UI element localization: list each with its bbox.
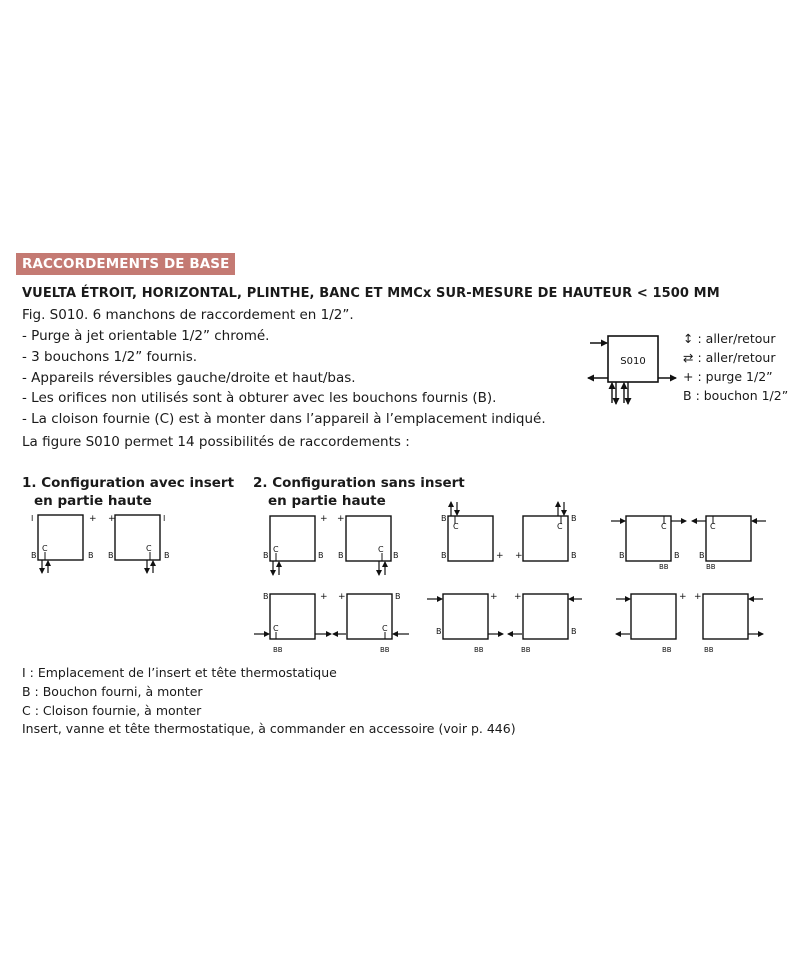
diagram-label: C — [382, 624, 388, 633]
diagram-label: BB — [273, 646, 283, 654]
diagram-label: + — [108, 514, 116, 524]
diagram-label: B — [571, 551, 577, 560]
diagram-label: I — [163, 514, 166, 523]
diagram-label: + — [515, 551, 523, 561]
diagram-label: B — [318, 551, 324, 560]
diagram-label: + — [320, 514, 328, 524]
intro-summary: La figure S010 permet 14 possibilités de raccordements : — [22, 434, 410, 450]
diagram-label: C — [710, 522, 716, 531]
diagram-label: BB — [380, 646, 390, 654]
legend-item: ↕ : aller/retour — [683, 331, 776, 346]
diagram-label: B — [699, 551, 705, 560]
s010-figure — [580, 330, 680, 410]
diagram-label: B — [263, 592, 269, 601]
radiator-box — [631, 594, 676, 639]
diagram-label: C — [378, 545, 384, 554]
diagram-label: B — [164, 551, 170, 560]
diagram-label: C — [557, 522, 563, 531]
diagram-label: + — [679, 592, 687, 602]
diagram-label: B — [263, 551, 269, 560]
diagram-label: C — [661, 522, 667, 531]
footnote: C : Cloison fournie, à monter — [22, 703, 202, 718]
diagram-label: B — [436, 627, 442, 636]
diagram-label: + — [496, 551, 504, 561]
s010-label: S010 — [620, 356, 646, 367]
intro-item: - Appareils réversibles gauche/droite et haut/bas. — [22, 370, 356, 386]
diagram-label: B — [31, 551, 37, 560]
diagram-label: B — [619, 551, 625, 560]
plus-icon: + — [683, 369, 694, 384]
diagram-label: + — [490, 592, 498, 602]
diagram-label: + — [337, 514, 345, 524]
diagram-label: B — [441, 514, 447, 523]
diagram-label: I — [31, 514, 34, 523]
diagram-label: + — [694, 592, 702, 602]
diagram-label: C — [42, 544, 48, 553]
diagram-label: C — [146, 544, 152, 553]
product-title: VUELTA ÉTROIT, HORIZONTAL, PLINTHE, BANC ET MMCx SUR-MESURE DE HAUTEUR < 1500 MM — [22, 286, 720, 301]
diagram-label: + — [338, 592, 346, 602]
diagram-label: B — [88, 551, 94, 560]
diagram-label: B — [571, 627, 577, 636]
diagram-label: BB — [521, 646, 531, 654]
legend-item: B : bouchon 1/2” — [683, 388, 789, 403]
diagram-label: C — [453, 522, 459, 531]
fig-caption: Fig. S010. 6 manchons de raccordement en 1/2”. — [22, 307, 354, 323]
radiator-box — [270, 516, 315, 561]
diagram-label: + — [89, 514, 97, 524]
diagram-label: BB — [659, 563, 669, 571]
footnote: B : Bouchon fourni, à monter — [22, 684, 203, 699]
diagram-label: BB — [706, 563, 716, 571]
legend-item: + : purge 1/2” — [683, 369, 773, 384]
diagram-label: B — [393, 551, 399, 560]
diagram-label: C — [273, 545, 279, 554]
radiator-box — [115, 515, 160, 560]
config1-heading: 1. Configuration avec insert en partie haute — [22, 475, 235, 509]
diagram-label: BB — [474, 646, 484, 654]
diagram-label: B — [441, 551, 447, 560]
intro-item: - 3 bouchons 1/2” fournis. — [22, 349, 198, 365]
intro-item: - La cloison fournie (C) est à monter dans l’appareil à l’emplacement indiqué. — [22, 411, 546, 427]
radiator-box — [703, 594, 748, 639]
intro-item: - Purge à jet orientable 1/2” chromé. — [22, 328, 270, 344]
diagram-label: B — [395, 592, 401, 601]
intro-item: - Les orifices non utilisés sont à obturer avec les bouchons fournis (B). — [22, 390, 497, 406]
section-badge: RACCORDEMENTS DE BASE — [16, 253, 235, 275]
swap-arrow-icon: ⇄ — [683, 350, 694, 365]
footnote: Insert, vanne et tête thermostatique, à commander en accessoire (voir p. 446) — [22, 721, 516, 736]
diagram-label: B — [571, 514, 577, 523]
legend-item: ⇄ : aller/retour — [683, 350, 776, 365]
diagram-label: B — [674, 551, 680, 560]
configuration-diagrams — [0, 500, 800, 660]
updown-arrow-icon: ↕ — [683, 331, 694, 346]
diagram-label: BB — [704, 646, 714, 654]
config2-heading: 2. Configuration sans insert en partie haute — [253, 475, 465, 509]
diagram-label: BB — [662, 646, 672, 654]
diagram-label: C — [273, 624, 279, 633]
radiator-box — [443, 594, 488, 639]
radiator-box — [346, 516, 391, 561]
diagram-label: B — [338, 551, 344, 560]
footnote: I : Emplacement de l’insert et tête thermostatique — [22, 665, 337, 680]
diagram-label: + — [320, 592, 328, 602]
diagram-label: + — [514, 592, 522, 602]
diagram-label: B — [108, 551, 114, 560]
radiator-box — [523, 594, 568, 639]
